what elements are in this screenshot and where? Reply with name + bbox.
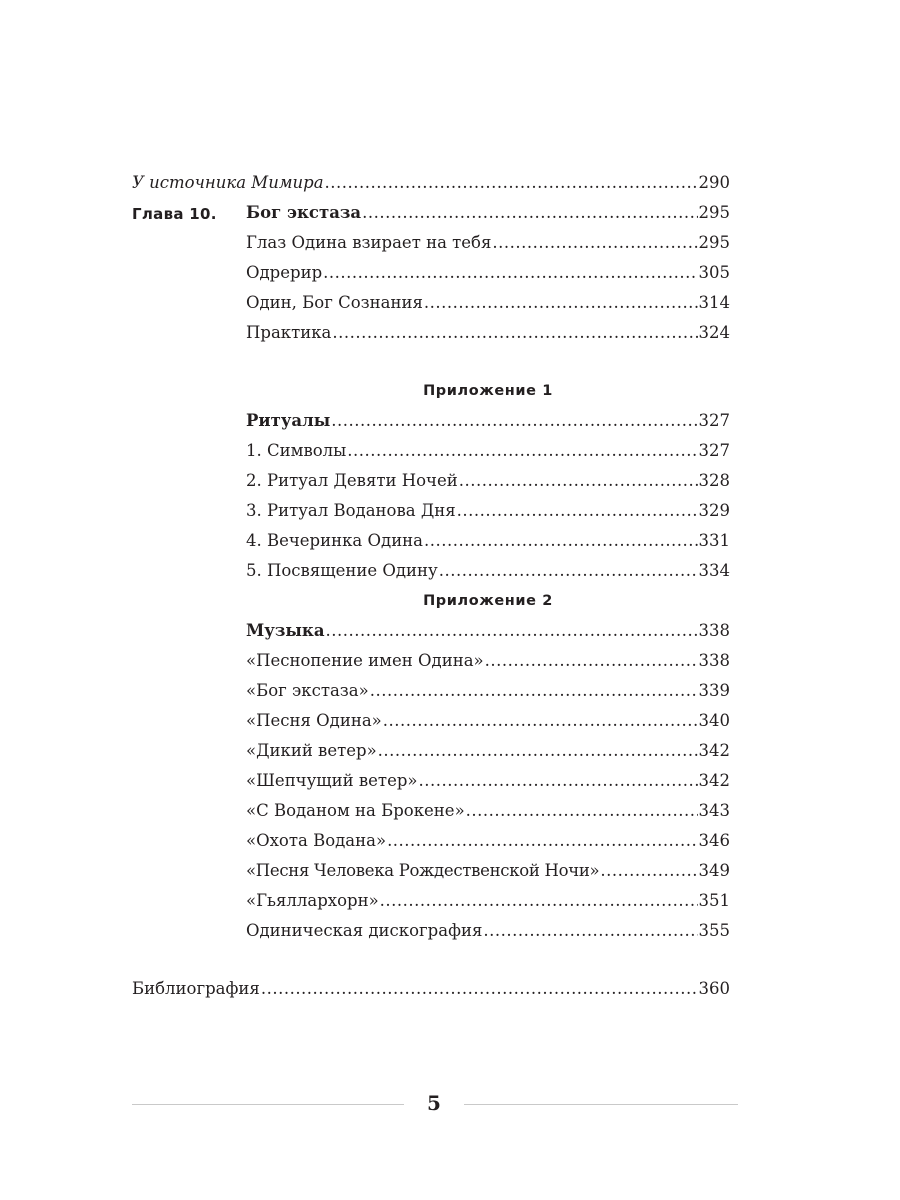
dot-leader [362, 202, 697, 224]
toc-entry-page: 334 [698, 561, 730, 580]
toc-entry-page: 305 [698, 263, 730, 282]
dot-leader [492, 232, 697, 254]
toc-entry-page: 340 [698, 711, 730, 730]
dot-leader [424, 292, 698, 314]
toc-entry [246, 232, 730, 256]
toc-entry-title: 2. Ритуал Девяти Ночей [246, 471, 458, 490]
toc-entry [246, 410, 730, 434]
toc-entry-title: «Гьяллархорн» [246, 891, 379, 910]
footer-rule-left [132, 1104, 404, 1105]
toc-entry [246, 292, 730, 316]
toc-entry-title: «Охота Водана» [246, 831, 387, 850]
toc-entry-title: Бог экстаза [246, 203, 362, 222]
toc-entry-title: «С Воданом на Брокене» [246, 801, 465, 820]
toc-entry-title: 1. Символы [246, 441, 347, 460]
toc-entry [246, 560, 730, 584]
dot-leader [387, 830, 697, 852]
toc-entry-title: «Шепчущий ветер» [246, 771, 418, 790]
toc-entry-page: 324 [698, 323, 730, 342]
toc-entry-title: У источника Мимира [132, 173, 324, 192]
toc-entry [246, 440, 730, 464]
toc-entry [246, 650, 730, 674]
toc-entry-title: «Песнопение имен Одина» [246, 651, 484, 670]
toc-entry [246, 322, 730, 346]
dot-leader [383, 710, 698, 732]
dot-leader [457, 500, 698, 522]
appendix-2-heading: Приложение 2 [423, 593, 553, 609]
toc-entry [246, 202, 730, 226]
toc-entry-bibliography [132, 978, 730, 1002]
dot-leader [332, 322, 697, 344]
toc-entry [246, 530, 730, 554]
toc-entry [246, 890, 730, 914]
toc-entry-title: Одиническая дискография [246, 921, 483, 940]
dot-leader [261, 978, 698, 1000]
toc-entry-title: 5. Посвящение Одину [246, 561, 438, 580]
toc-entry [246, 800, 730, 824]
dot-leader [325, 172, 698, 194]
toc-entry-title: Практика [246, 323, 332, 342]
toc-entry-title: Ритуалы [246, 411, 331, 430]
toc-entry-page: 342 [698, 771, 730, 790]
toc-entry-title: «Песня Человека Рождественской Ночи» [246, 861, 600, 880]
toc-entry-page: 360 [698, 979, 730, 998]
toc-entry [246, 470, 730, 494]
toc-entry-page: 329 [698, 501, 730, 520]
dot-leader [326, 620, 698, 642]
dot-leader [459, 470, 698, 492]
dot-leader [378, 740, 698, 762]
chapter-label: Глава 10. [132, 205, 217, 223]
toc-entry [246, 830, 730, 854]
toc-entry [246, 710, 730, 734]
toc-entry [246, 262, 730, 286]
dot-leader [419, 770, 698, 792]
toc-entry-title: Музыка [246, 621, 325, 640]
toc-entry-page: 339 [698, 681, 730, 700]
toc-entry-page: 327 [698, 411, 730, 430]
toc-entry-title: Глаз Одина взирает на тебя [246, 233, 492, 252]
dot-leader [424, 530, 697, 552]
toc-entry-page: 346 [698, 831, 730, 850]
toc-entry [246, 770, 730, 794]
toc-entry-title: Библиография [132, 979, 260, 998]
toc-entry [246, 740, 730, 764]
toc-entry-page: 290 [698, 173, 730, 192]
toc-entry [246, 620, 730, 644]
toc-entry-title: «Дикий ветер» [246, 741, 377, 760]
dot-leader [600, 860, 697, 882]
dot-leader [323, 262, 697, 284]
toc-entry-page: 314 [698, 293, 730, 312]
toc-entry-page: 331 [698, 531, 730, 550]
toc-entry [246, 920, 730, 944]
dot-leader [485, 650, 698, 672]
toc-entry-page: 338 [698, 651, 730, 670]
toc-entry-page: 295 [698, 203, 730, 222]
toc-entry-page: 328 [698, 471, 730, 490]
toc-entry-page: 338 [698, 621, 730, 640]
dot-leader [439, 560, 698, 582]
toc-entry-title: 4. Вечеринка Одина [246, 531, 424, 550]
dot-leader [347, 440, 697, 462]
appendix-1-heading: Приложение 1 [423, 383, 553, 399]
dot-leader [380, 890, 698, 912]
toc-entry-mimir [132, 172, 730, 196]
toc-entry [246, 860, 730, 884]
page-number: 5 [427, 1091, 441, 1115]
toc-entry-title: «Песня Одина» [246, 711, 382, 730]
dot-leader [483, 920, 697, 942]
dot-leader [331, 410, 697, 432]
toc-entry [246, 680, 730, 704]
footer-rule-right [464, 1104, 738, 1105]
toc-entry-page: 355 [698, 921, 730, 940]
toc-entry-page: 295 [698, 233, 730, 252]
toc-entry-title: 3. Ритуал Воданова Дня [246, 501, 456, 520]
toc-entry-title: Один, Бог Сознания [246, 293, 423, 312]
toc-entry-page: 343 [698, 801, 730, 820]
toc-entry-page: 349 [698, 861, 730, 880]
toc-entry-title: Одрерир [246, 263, 323, 282]
dot-leader [370, 680, 698, 702]
toc-entry-title: «Бог экстаза» [246, 681, 369, 700]
toc-entry [246, 500, 730, 524]
toc-entry-page: 342 [698, 741, 730, 760]
toc-entry-page: 327 [698, 441, 730, 460]
dot-leader [466, 800, 698, 822]
toc-entry-page: 351 [698, 891, 730, 910]
